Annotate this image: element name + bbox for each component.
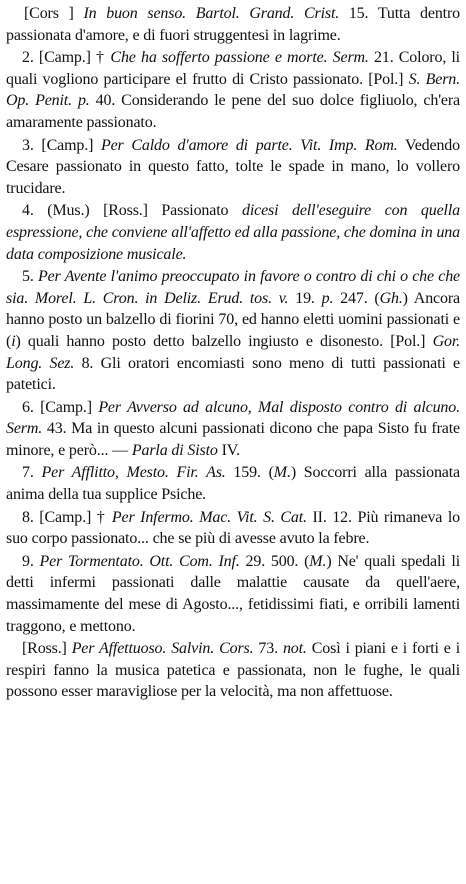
italic-text-run: M. — [309, 552, 327, 570]
italic-text-run: Parla di Sisto — [131, 441, 218, 459]
text-run: [Cors ] — [24, 5, 84, 22]
entry-paragraph — [6, 397, 460, 462]
entry-paragraph — [6, 638, 460, 703]
italic-text-run: Per Afflitto, Mesto. Fir. As. — [41, 464, 226, 482]
entry-paragraph — [6, 200, 460, 265]
text-run: Vedendo Cesare passionato in questo fatto, tolte le spade in mano, lo vollero trucidare. — [6, 136, 460, 197]
text-run: 8. Gli oratori encomiasti sono meno di tutti passionati e patetici. — [6, 354, 460, 394]
text-run: 9. — [22, 552, 40, 570]
entry-paragraph — [6, 507, 460, 550]
text-run: 15. Tutta dentro passionata d'amore, e di fuori struggentesi in lagrime. — [6, 5, 461, 44]
text-run: ) Soccorri alla passionata anima della tua supplice Psiche. — [6, 464, 461, 504]
text-run: II. 12. Più rimaneva lo suo corpo passionato... che se più di avesse avuto la febre. — [6, 508, 460, 548]
italic-text-run: In buon senso. Bartol. Grand. Crist. — [83, 5, 340, 22]
text-run: [Ross.] — [22, 640, 72, 658]
text-run: 6. [Camp.] — [22, 398, 99, 416]
italic-text-run: Gh. — [379, 289, 403, 307]
text-run: 43. Ma in questo alcuni passionati dicono che papa Sisto fu frate minore, e però... — — [6, 420, 460, 459]
text-run: 7. — [22, 464, 42, 482]
italic-text-run: Per Infermo. Mac. Vit. S. Cat. — [111, 508, 307, 526]
text-run: 21. Coloro, li quali vogliono participare el frutto di Cristo passionato. [Pol.] — [6, 49, 460, 88]
text-run: Così i piani e i forti e i respiri fanno la musica patetica e passionata, non le fughe, le quali possono esser maravigliose per la velocità, ma non affettuose. — [6, 640, 460, 701]
text-run: 4. (Mus.) [Ross.] Passionato — [22, 202, 242, 220]
italic-text-run: p. — [321, 289, 334, 307]
italic-text-run: i — [11, 332, 16, 350]
text-run: 247. ( — [333, 289, 380, 307]
text-run: 3. [Camp.] — [22, 136, 101, 154]
italic-text-run: Che ha sofferto passione e morte. Serm. — [110, 49, 369, 67]
text-run: 8. [Camp.] † — [22, 508, 112, 526]
text-run: ) quali hanno posto detto balzello ingiusto e disonesto. [Pol.] — [15, 332, 433, 350]
italic-text-run: M. — [273, 464, 291, 482]
entry-paragraph — [6, 462, 460, 505]
text-run: 40. Considerando le pene del suo dolce figliuolo, ch'era amaramente passionato. — [6, 92, 461, 131]
entry-paragraph — [6, 3, 460, 46]
text-run: 2. [Camp.] † — [22, 49, 111, 67]
entry-paragraph — [6, 135, 460, 200]
text-run: ) Ancora hanno posto un balzello di fiorini 70, ed hanno eletti uomini passionati e ( — [6, 289, 460, 350]
text-run: IV. — [217, 441, 241, 459]
text-run: 73. — [253, 640, 283, 658]
italic-text-run: dicesi dell'eseguire con quella espressione, che conviene all'affetto ed alla passione, che domina in una data composizione musicale. — [6, 202, 461, 263]
text-run: 159. ( — [225, 464, 274, 482]
entry-paragraph — [6, 47, 460, 133]
entry-paragraph — [6, 266, 460, 396]
italic-text-run: not. — [282, 640, 307, 658]
text-run: 29. 500. ( — [239, 552, 310, 570]
italic-text-run: Per Avverso ad alcuno, Mal disposto contro di alcuno. Serm. — [6, 398, 460, 438]
text-run: ) Ne' quali spedali li detti infermi passionati dalle malattie causate da quell'aere, massimamente del mese di Agosto..., fetidissimi fiati, e orribili lamenti traggono, e mettono. — [6, 552, 460, 635]
text-run: 5. — [22, 268, 38, 286]
entry-paragraph — [6, 551, 460, 637]
italic-text-run: Per Affettuoso. Salvin. Cors. — [71, 640, 254, 658]
italic-text-run: Per Caldo d'amore di parte. Vit. Imp. Rom. — [100, 136, 398, 154]
italic-text-run: S. Bern. Op. Penit. p. — [6, 70, 460, 110]
italic-text-run: Per Avente l'animo preoccupato in favore o contro di chi o che che sia. Morel. L. Cron. in Deliz. Erud. tos. v. — [6, 268, 460, 307]
text-run: 19. — [288, 289, 322, 307]
italic-text-run: Gor. Long. Sez. — [6, 332, 460, 372]
italic-text-run: Per Tormentato. Ott. Com. Inf. — [39, 552, 240, 570]
